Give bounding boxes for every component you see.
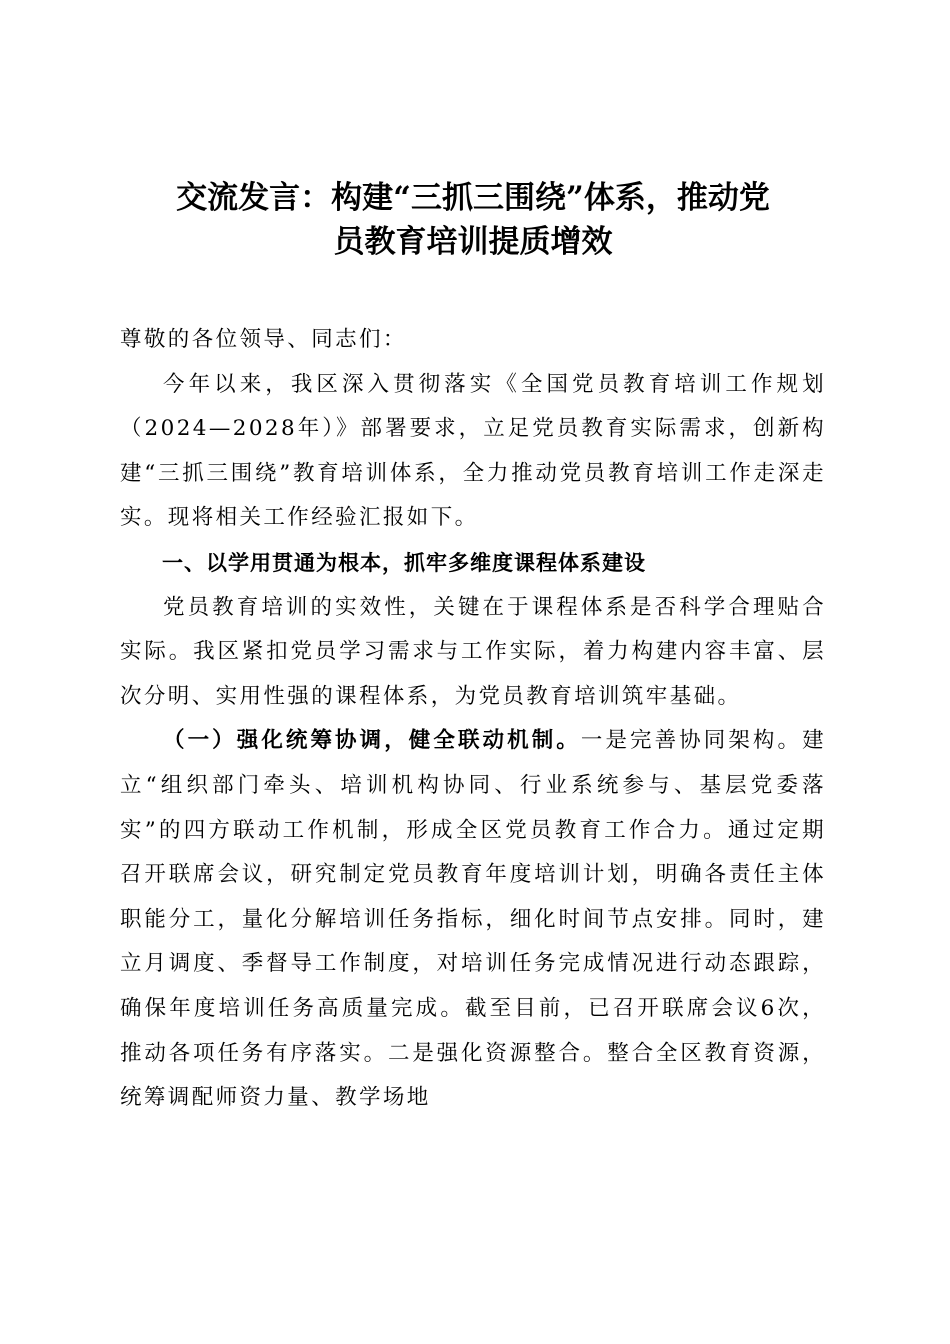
title-line-1: 交流发言：构建“三抓三围绕”体系，推动党 xyxy=(176,180,770,216)
section-1-heading: 一、以学用贯通为根本，抓牢多维度课程体系建设 xyxy=(162,550,646,575)
document-title xyxy=(120,176,826,264)
section-1-paragraph: 党员教育培训的实效性，关键在于课程体系是否科学合理贴合实际。我区紧扣党员学习需求与工作实际，着力构建内容丰富、层次分明、实用性强的课程体系，为党员教育培训筑牢基础。 xyxy=(120,594,826,709)
intro-paragraph: 今年以来，我区深入贯彻落实《全国党员教育培训工作规划（2024—2028年）》部署要求，立足党员教育实际需求，创新构建“三抓三围绕”教育培训体系，全力推动党员教育培训工作走深走实。现将相关工作经验汇报如下。 xyxy=(120,371,826,531)
title-line-2: 员教育培训提质增效 xyxy=(333,224,613,260)
subsection-1-heading: （一）强化统筹协调，健全联动机制。 xyxy=(163,728,581,754)
document-body xyxy=(120,318,826,1121)
subsection-1-text: 一是完善协同架构。建立“组织部门牵头、培训机构协同、行业系统参与、基层党委落实”的四方联动工作机制，形成全区党员教育工作合力。通过定期召开联席会议，研究制定党员教育年度培训计划，明确各责任主体职能分工，量化分解培训任务指标，细化时间节点安排。同时，建立月调度、季督导工作制度，对培训任务完成情况进行动态跟踪，确保年度培训任务高质量完成。截至目前，已召开联席会议6次，推动各项任务有序落实。二是强化资源整合。整合全区教育资源，统筹调配师资力量、教学场地 xyxy=(120,728,826,1111)
subsection-1-paragraph xyxy=(120,719,826,1120)
salutation: 尊敬的各位领导、同志们： xyxy=(120,327,407,352)
